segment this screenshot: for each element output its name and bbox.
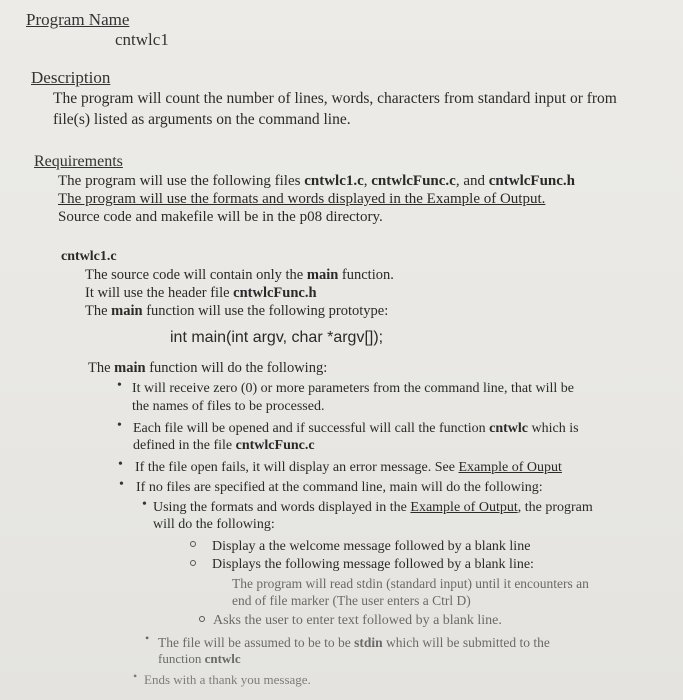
bullet-1-line-2: the names of files to be processed. [132,399,325,414]
program-name-heading: Program Name [26,10,130,29]
sub-bullet-1-line-1: Using the formats and words displayed in the Example of Output, the program [153,500,593,515]
program-name-value: cntwlc1 [115,30,169,49]
bullet-2-line-2: defined in the file cntwlcFunc.c [133,438,315,453]
main-function-intro: The main function will do the following: [88,360,328,376]
bullet-dot: • [117,418,122,433]
circle-item-3: Asks the user to enter text followed by a blank line. [213,613,502,628]
bullet-dot: • [142,497,147,512]
circle-bullet [190,541,196,547]
bullet-dot: • [133,669,138,683]
sub-bullet-1-line-2: will do the following: [153,517,275,532]
cntwlc1c-heading: cntwlc1.c [61,249,117,264]
bullet-dot: • [118,457,123,472]
requirements-heading: Requirements [34,153,123,170]
bullet-4: If no files are specified at the command line, main will do the following: [136,480,543,495]
circle-item-2: Displays the following message followed by a blank line: [212,557,534,572]
bullet-1-line-1: It will receive zero (0) or more parameters from the command line, that will be [132,381,574,396]
sub-bullet-2-line-1: The file will be assumed to be to be stdin which will be submitted to the [158,635,550,650]
bullet-dot: • [145,631,150,645]
example-of-output-link[interactable]: Example of Output [410,500,518,515]
cntwlc1c-line-1: The source code will contain only the main function. [85,267,394,283]
circle-bullet [199,616,205,622]
cntwlc1c-line-3: The main function will use the following prototype: [85,303,389,319]
circle-bullet [190,560,196,566]
bullet-2-line-1: Each file will be opened and if successful will call the function cntwlc which is [133,421,579,436]
requirements-line-2: The program will use the formats and words displayed in the Example of Output. [58,191,546,207]
circle-item-1: Display a the welcome message followed by a blank line [212,539,531,554]
bullet-dot: • [119,477,124,492]
description-heading: Description [31,68,111,87]
description-line-1: The program will count the number of lines, words, characters from standard input or from [53,90,617,107]
main-prototype: int main(int argv, char *argv[]); [170,329,384,346]
sub-bullet-2-line-2: function cntwlc [158,651,241,666]
example-of-ouput-link[interactable]: Example of Ouput [458,460,562,475]
description-line-2: file(s) listed as arguments on the command line. [53,111,351,128]
quoted-message-line-2: end of file marker (The user enters a Ctrl D) [232,593,471,608]
requirements-line-3: Source code and makefile will be in the p08 directory. [58,209,383,225]
bullet-dot: • [117,378,122,393]
bullet-3: If the file open fails, it will display an error message. See Example of Ouput [135,460,562,475]
cntwlc1c-line-2: It will use the header file cntwlcFunc.h [85,285,317,301]
requirements-line-1: The program will use the following files cntwlc1.c, cntwlcFunc.c, and cntwlcFunc.h [58,173,576,189]
quoted-message-line-1: The program will read stdin (standard input) until it encounters an [232,576,589,591]
sub-bullet-3: Ends with a thank you message. [144,672,311,687]
